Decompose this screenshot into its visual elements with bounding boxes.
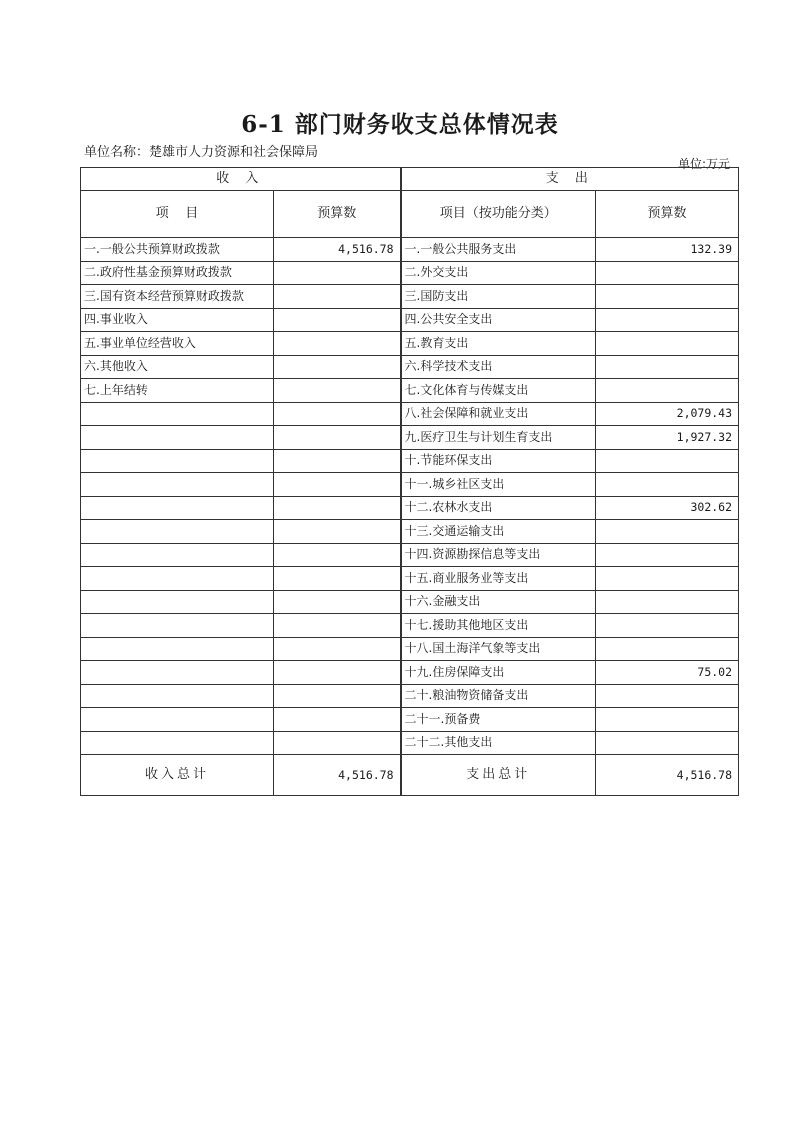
expense-budget-cell [596,590,739,614]
expense-budget-cell [596,684,739,708]
table-row [81,449,739,473]
expense-item-cell: 十二.农林水支出 [401,496,596,520]
income-budget-cell [274,684,401,708]
expense-item-cell: 十六.金融支出 [401,590,596,614]
expense-budget-cell [596,285,739,309]
expense-item-cell: 四.公共安全支出 [401,308,596,332]
expense-total-label: 支出总计 [401,755,596,796]
income-item-cell: 二.政府性基金预算财政拨款 [81,261,274,285]
expense-budget-cell [596,567,739,591]
expense-item-cell: 二.外交支出 [401,261,596,285]
expense-item-cell: 二十.粮油物资储备支出 [401,684,596,708]
expense-budget-cell: 75.02 [596,661,739,685]
income-item-header: 项 目 [81,191,274,238]
expense-budget-cell [596,708,739,732]
table-header-group-row [81,168,739,191]
income-group-header: 收 入 [81,168,401,191]
table-row [81,332,739,356]
income-budget-cell [274,261,401,285]
table-row [81,637,739,661]
table-row [81,426,739,450]
income-item-cell: 六.其他收入 [81,355,274,379]
table-row [81,285,739,309]
income-budget-cell [274,355,401,379]
income-budget-cell [274,661,401,685]
expense-budget-cell [596,520,739,544]
income-item-cell [81,590,274,614]
table-row [81,496,739,520]
expense-budget-cell [596,355,739,379]
income-item-cell [81,543,274,567]
income-item-cell [81,426,274,450]
expense-item-cell: 十三.交通运输支出 [401,520,596,544]
table-row [81,308,739,332]
income-budget-cell [274,285,401,309]
expense-budget-cell [596,614,739,638]
expense-budget-cell [596,731,739,755]
expense-item-cell: 一.一般公共服务支出 [401,238,596,262]
table-row [81,261,739,285]
expense-budget-cell [596,473,739,497]
expense-budget-cell [596,261,739,285]
income-budget-cell [274,308,401,332]
income-budget-cell [274,520,401,544]
income-item-cell [81,731,274,755]
table-header-row [81,191,739,238]
income-budget-cell [274,473,401,497]
expense-item-cell: 五.教育支出 [401,332,596,356]
expense-item-cell: 八.社会保障和就业支出 [401,402,596,426]
income-budget-cell [274,332,401,356]
income-budget-cell [274,449,401,473]
expense-item-cell: 二十二.其他支出 [401,731,596,755]
expense-item-cell: 十五.商业服务业等支出 [401,567,596,591]
income-item-cell [81,661,274,685]
expense-item-cell: 十.节能环保支出 [401,449,596,473]
table-row [81,355,739,379]
income-budget-cell: 4,516.78 [274,238,401,262]
income-budget-cell [274,402,401,426]
expense-budget-header: 预算数 [596,191,739,238]
income-budget-cell [274,637,401,661]
expense-budget-cell: 132.39 [596,238,739,262]
expense-budget-cell [596,449,739,473]
income-item-cell [81,402,274,426]
expense-item-cell: 七.文化体育与传媒支出 [401,379,596,403]
expense-budget-cell [596,379,739,403]
income-budget-cell [274,496,401,520]
income-item-cell: 七.上年结转 [81,379,274,403]
table-row [81,590,739,614]
income-item-cell [81,684,274,708]
unit-label: 单位:万元 [678,157,731,171]
expense-item-cell: 九.医疗卫生与计划生育支出 [401,426,596,450]
page-title: 6-1 部门财务收支总体情况表 [241,111,559,138]
income-budget-cell [274,708,401,732]
income-budget-cell [274,543,401,567]
income-item-cell [81,520,274,544]
table-row [81,614,739,638]
income-budget-cell [274,614,401,638]
income-item-cell [81,496,274,520]
income-budget-cell [274,731,401,755]
table-row [81,684,739,708]
table-row [81,473,739,497]
income-total-value: 4,516.78 [274,755,401,796]
table-row [81,379,739,403]
income-item-cell [81,614,274,638]
table-row [81,520,739,544]
income-item-cell: 三.国有资本经营预算财政拨款 [81,285,274,309]
expense-budget-cell: 1,927.32 [596,426,739,450]
expense-budget-cell [596,543,739,567]
income-budget-cell [274,567,401,591]
expense-item-cell: 十九.住房保障支出 [401,661,596,685]
expense-budget-cell [596,332,739,356]
income-item-cell [81,637,274,661]
table-row [81,567,739,591]
expense-item-cell: 十四.资源勘探信息等支出 [401,543,596,567]
expense-total-value: 4,516.78 [596,755,739,796]
income-budget-cell [274,379,401,403]
income-item-cell: 四.事业收入 [81,308,274,332]
finance-table [80,167,739,796]
expense-budget-cell: 2,079.43 [596,402,739,426]
table-row [81,708,739,732]
expense-budget-cell: 302.62 [596,496,739,520]
income-item-cell [81,449,274,473]
income-item-cell [81,473,274,497]
expense-budget-cell [596,308,739,332]
expense-item-cell: 十七.援助其他地区支出 [401,614,596,638]
income-item-cell: 五.事业单位经营收入 [81,332,274,356]
unit-name-label: 单位名称：楚雄市人力资源和社会保障局 [84,145,319,160]
expense-group-header: 支 出 [401,168,739,191]
table-row [81,661,739,685]
table-row [81,238,739,262]
expense-item-header: 项目（按功能分类） [401,191,596,238]
income-budget-cell [274,426,401,450]
expense-item-cell: 三.国防支出 [401,285,596,309]
income-item-cell [81,708,274,732]
expense-item-cell: 二十一.预备费 [401,708,596,732]
expense-item-cell: 十八.国土海洋气象等支出 [401,637,596,661]
income-budget-cell [274,590,401,614]
income-budget-header: 预算数 [274,191,401,238]
income-total-label: 收入总计 [81,755,274,796]
expense-item-cell: 六.科学技术支出 [401,355,596,379]
income-item-cell: 一.一般公共预算财政拨款 [81,238,274,262]
table-row [81,402,739,426]
table-row [81,543,739,567]
totals-row [81,755,739,796]
table-row [81,731,739,755]
expense-item-cell: 十一.城乡社区支出 [401,473,596,497]
expense-budget-cell [596,637,739,661]
income-item-cell [81,567,274,591]
